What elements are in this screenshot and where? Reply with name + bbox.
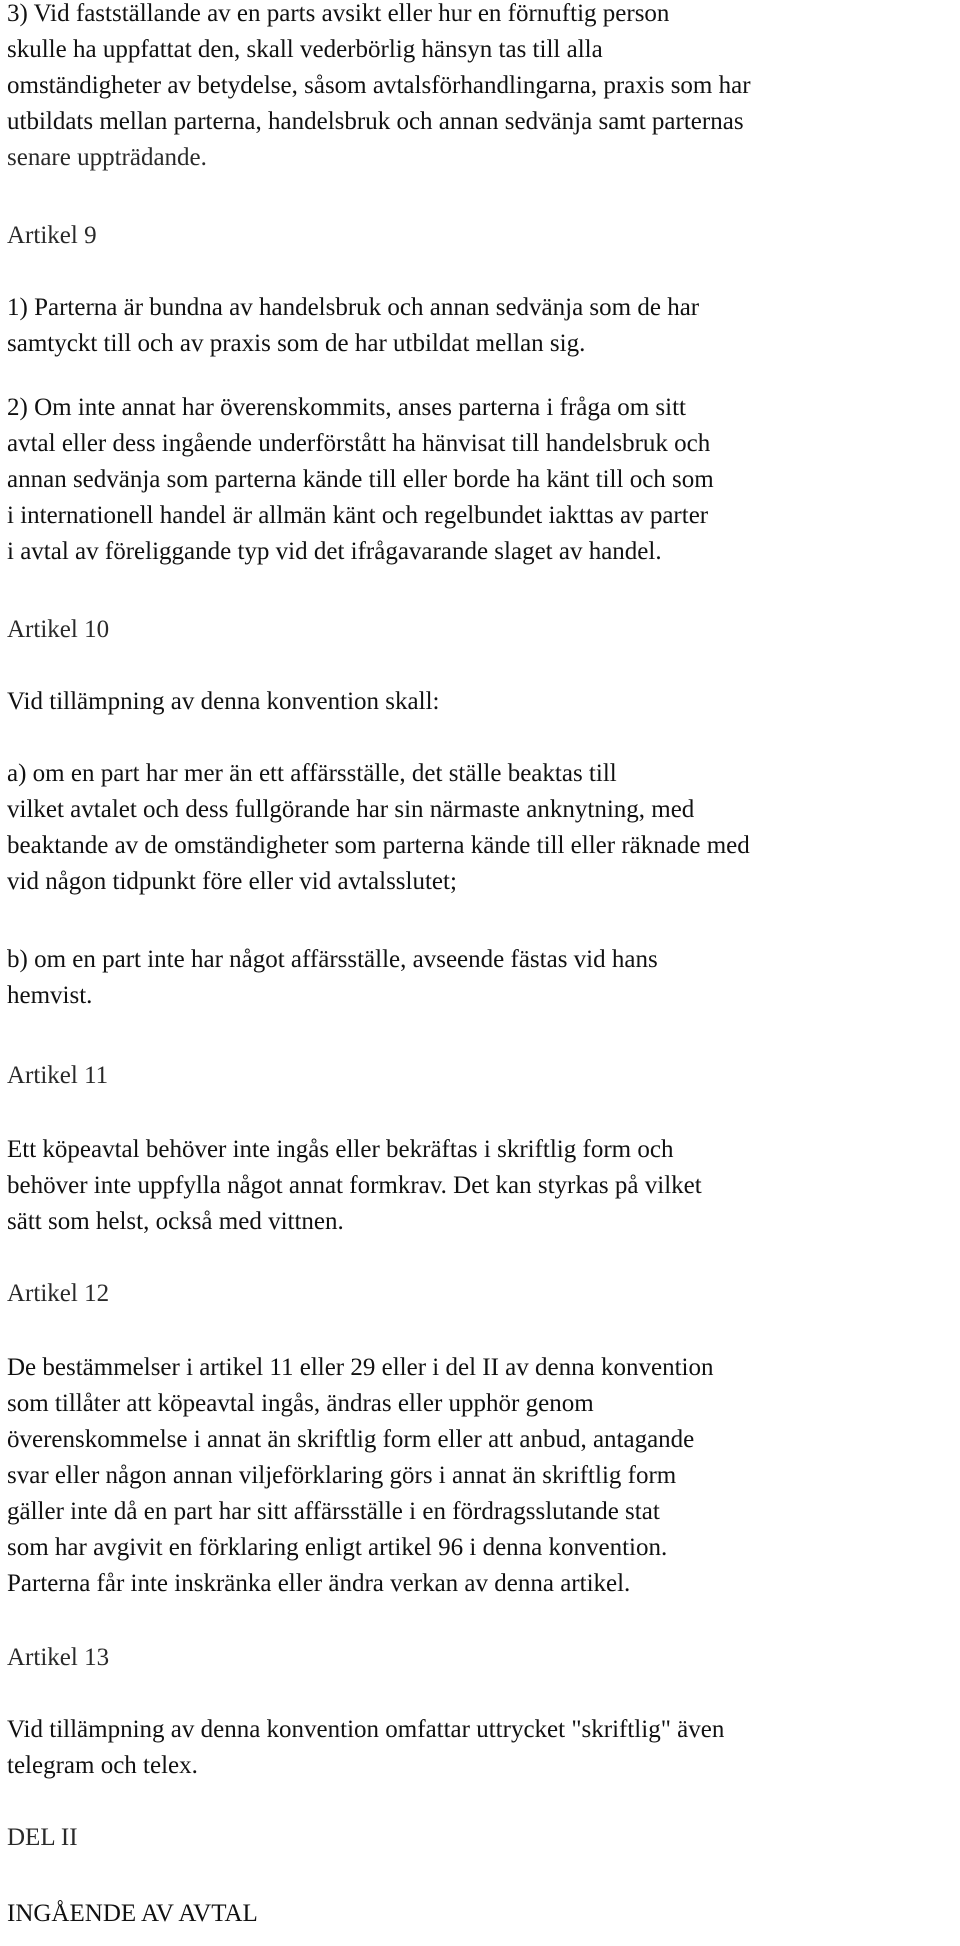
text-line: vilket avtalet och dess fullgörande har sin närmaste anknytning, med (7, 796, 695, 823)
text-line: behöver inte uppfylla något annat formkrav. Det kan styrkas på vilket (7, 1172, 702, 1199)
heading-text: Artikel 11 (7, 1062, 109, 1089)
text-line: Vid tillämpning av denna konvention omfattar uttrycket "skriftlig" även (7, 1716, 725, 1743)
article-heading-13 (7, 1640, 947, 1676)
text-line: senare uppträdande. (7, 144, 207, 171)
text-line: 2) Om inte annat har överenskommits, anses parterna i fråga om sitt (7, 394, 686, 421)
text-line: De bestämmelser i artikel 11 eller 29 eller i del II av denna konvention (7, 1354, 714, 1381)
paragraph-article-10-b (7, 942, 947, 1014)
text-line: 3) Vid fastställande av en parts avsikt eller hur en förnuftig person (7, 0, 670, 27)
paragraph-article-12 (7, 1350, 947, 1602)
text-line: annan sedvänja som parterna kände till eller borde ha känt till och som (7, 466, 714, 493)
heading-text: DEL II (7, 1824, 78, 1851)
text-line: Parterna får inte inskränka eller ändra verkan av denna artikel. (7, 1570, 631, 1597)
paragraph-article-10-a (7, 756, 947, 900)
text-line: beaktande av de omständigheter som parterna kände till eller räknade med (7, 832, 750, 859)
text-line: Vid tillämpning av denna konvention skall: (7, 688, 440, 715)
text-line: överenskommelse i annat än skriftlig form eller att anbud, antagande (7, 1426, 695, 1453)
part-heading (7, 1820, 947, 1856)
text-line: a) om en part har mer än ett affärsställe, det ställe beaktas till (7, 760, 617, 787)
article-heading-11 (7, 1058, 947, 1094)
text-line: svar eller någon annan viljeförklaring görs i annat än skriftlig form (7, 1462, 677, 1489)
heading-text: INGÅENDE AV AVTAL (7, 1900, 258, 1927)
text-line: omständigheter av betydelse, såsom avtalsförhandlingarna, praxis som har (7, 72, 751, 99)
text-line: i internationell handel är allmän känt och regelbundet iakttas av parter (7, 502, 709, 529)
text-line: gäller inte då en part har sitt affärsställe i en fördragsslutande stat (7, 1498, 660, 1525)
text-line: avtal eller dess ingående underförstått ha hänvisat till handelsbruk och (7, 430, 711, 457)
text-line: samtyckt till och av praxis som de har utbildat mellan sig. (7, 330, 586, 357)
text-line: skulle ha uppfattat den, skall vederbörlig hänsyn tas till alla (7, 36, 603, 63)
text-line: vid någon tidpunkt före eller vid avtalsslutet; (7, 868, 457, 895)
section-heading (7, 1896, 947, 1932)
article-heading-10 (7, 612, 947, 648)
text-line: telegram och telex. (7, 1752, 198, 1779)
article-heading-9 (7, 218, 947, 254)
text-line: i avtal av föreliggande typ vid det ifrågavarande slaget av handel. (7, 538, 662, 565)
heading-text: Artikel 12 (7, 1280, 110, 1307)
heading-text: Artikel 9 (7, 222, 97, 249)
text-line: utbildats mellan parterna, handelsbruk och annan sedvänja samt parternas (7, 108, 744, 135)
text-line: b) om en part inte har något affärsställe, avseende fästas vid hans (7, 946, 658, 973)
text-line: som tillåter att köpeavtal ingås, ändras eller upphör genom (7, 1390, 594, 1417)
text-line: Ett köpeavtal behöver inte ingås eller bekräftas i skriftlig form och (7, 1136, 674, 1163)
text-line: 1) Parterna är bundna av handelsbruk och annan sedvänja som de har (7, 294, 700, 321)
paragraph-article-10-intro (7, 684, 947, 720)
paragraph-article-9-1 (7, 290, 947, 362)
text-line: som har avgivit en förklaring enligt artikel 96 i denna konvention. (7, 1534, 668, 1561)
heading-text: Artikel 13 (7, 1644, 110, 1671)
paragraph-article-9-2 (7, 390, 947, 570)
paragraph-article-11 (7, 1132, 947, 1240)
text-line: sätt som helst, också med vittnen. (7, 1208, 344, 1235)
paragraph-article-8-3 (7, 0, 947, 176)
text-line: hemvist. (7, 982, 93, 1009)
paragraph-article-13 (7, 1712, 947, 1784)
article-heading-12 (7, 1276, 947, 1312)
heading-text: Artikel 10 (7, 616, 110, 643)
